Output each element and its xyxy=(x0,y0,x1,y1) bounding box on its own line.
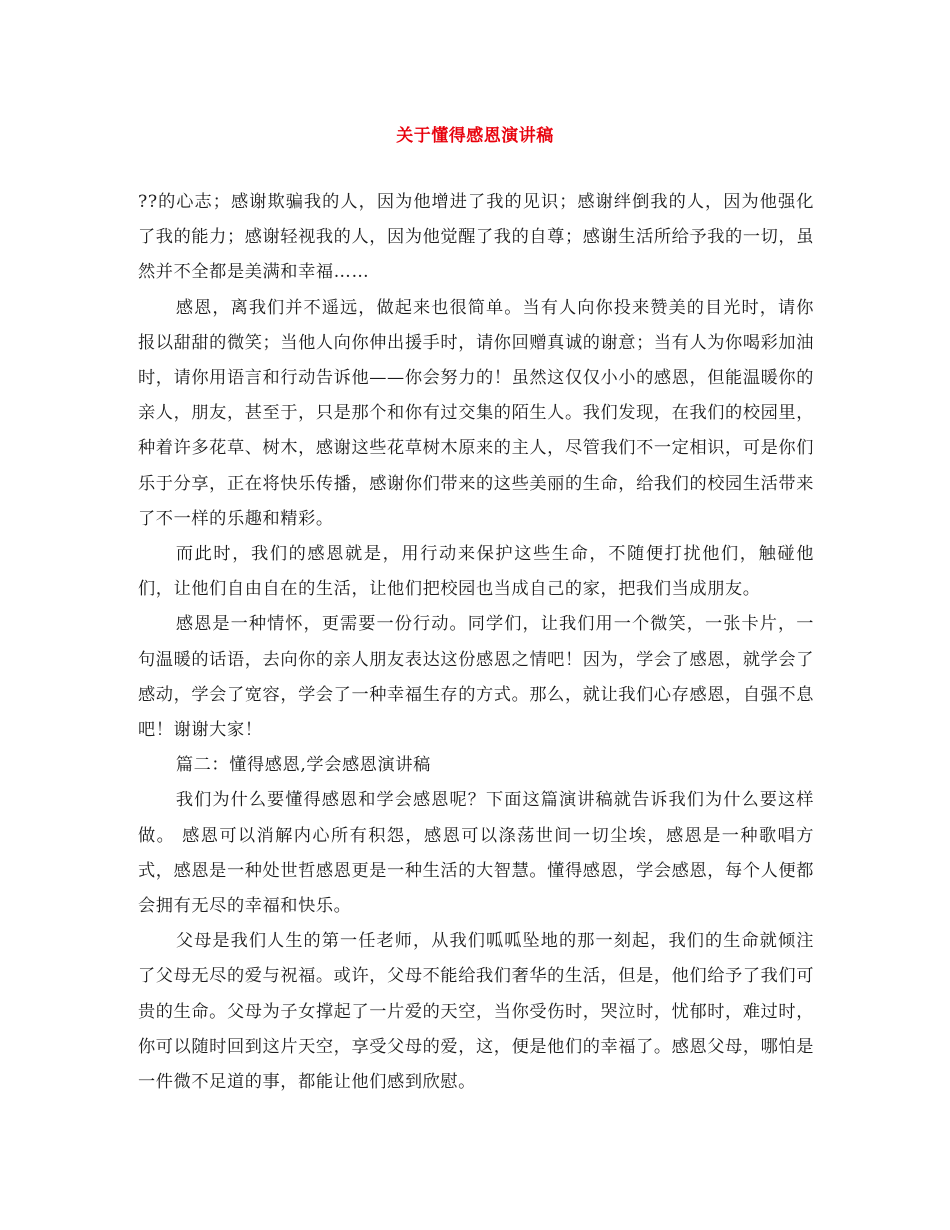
paragraph-4: 感恩是一种情怀，更需要一份行动。同学们，让我们用一个微笑，一张卡片，一句温暖的话语，去向你的亲人朋友表达这份感恩之情吧！因为，学会了感恩，就学会了感动，学会了宽容，学会了一种幸福生存的方式。那么，就让我们心存感恩，自强不息吧！谢谢大家！ xyxy=(138,614,814,741)
document-title: 关于懂得感恩演讲稿 xyxy=(396,126,554,146)
paragraph-3: 而此时，我们的感恩就是，用行动来保护这些生命，不随便打扰他们，触碰他们，让他们自由自在的生活，让他们把校园也当成自己的家，把我们当成朋友。 xyxy=(138,544,814,600)
paragraph-6: 父母是我们人生的第一任老师，从我们呱呱坠地的那一刻起，我们的生命就倾注了父母无尽的爱与祝福。或许，父母不能给我们奢华的生活，但是，他们给予了我们可贵的生命。父母为子女撑起了一片爱的天空，当你受伤时，哭泣时，忧郁时，难过时，你可以随时回到这片天空，享受父母的爱，这，便是他们的幸福了。感恩父母，哪怕是一件微不足道的事，都能让他们感到欣慰。 xyxy=(138,931,814,1093)
paragraph-5: 我们为什么要懂得感恩和学会感恩呢？下面这篇演讲稿就告诉我们为什么要这样做。 感恩可以消解内心所有积怨，感恩可以涤荡世间一切尘埃，感恩是一种歌唱方式，感恩是一种处世哲感恩更是一种生活的大智慧。懂得感恩，学会感恩，每个人便都会拥有无尽的幸福和快乐。 xyxy=(138,790,814,917)
paragraph-2: 感恩，离我们并不遥远，做起来也很简单。当有人向你投来赞美的目光时，请你报以甜甜的微笑；当他人向你伸出援手时，请你回赠真诚的谢意；当有人为你喝彩加油时，请你用语言和行动告诉他——你会努力的！虽然这仅仅小小的感恩，但能温暖你的亲人，朋友，甚至于，只是那个和你有过交集的陌生人。我们发现，在我们的校园里，种着许多花草、树木，感谢这些花草树木原来的主人，尽管我们不一定相识，可是你们乐于分享，正在将快乐传播，感谢你们带来的这些美丽的生命，给我们的校园生活带来了不一样的乐趣和精彩。 xyxy=(138,297,814,529)
paragraph-1: ??的心志；感谢欺骗我的人，因为他增进了我的见识；感谢绊倒我的人，因为他强化了我的能力；感谢轻视我的人，因为他觉醒了我的自尊；感谢生活所给予我的一切，虽然并不全都是美满和幸福…… xyxy=(138,192,814,283)
document-body xyxy=(138,185,814,1100)
section-heading-2: 篇二：懂得感恩,学会感恩演讲稿 xyxy=(175,755,431,776)
